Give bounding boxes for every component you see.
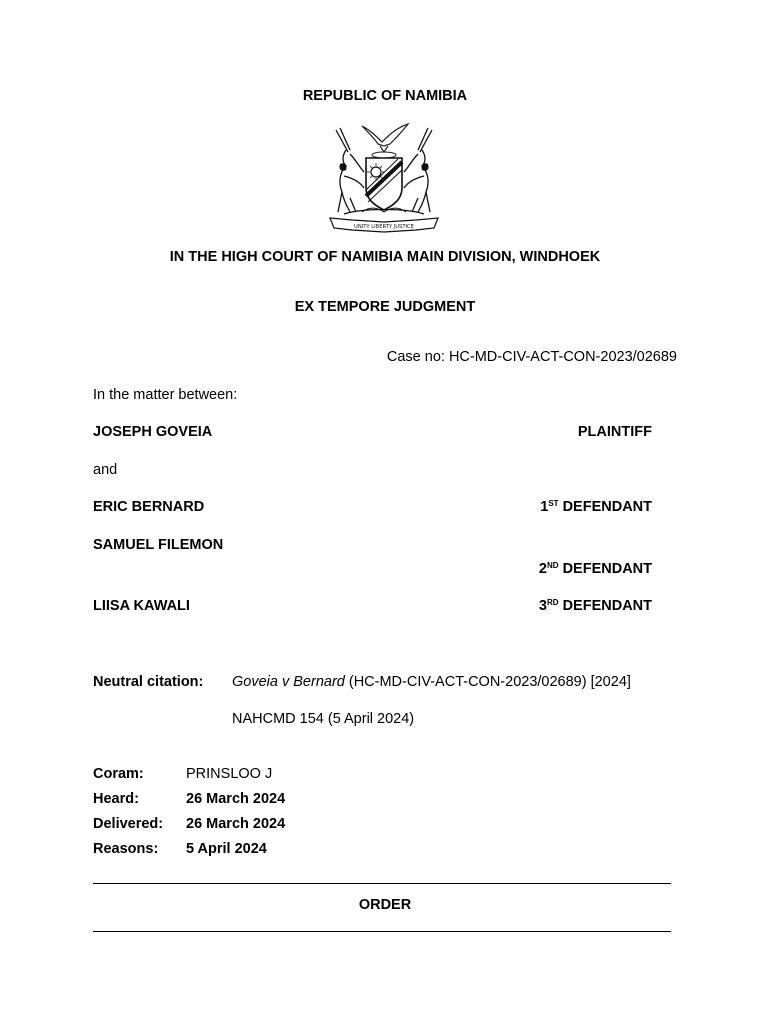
detail-heard-label: Heard: xyxy=(93,791,139,807)
defendant1-ordinal-suffix: ST xyxy=(548,499,559,508)
detail-reasons-value: 5 April 2024 xyxy=(186,841,267,857)
neutral-citation-line2: NAHCMD 154 (5 April 2024) xyxy=(232,711,415,727)
neutral-citation-label: Neutral citation: xyxy=(93,674,204,690)
page-header-republic: REPUBLIC OF NAMIBIA xyxy=(302,88,468,104)
defendant1-role xyxy=(540,498,652,516)
defendant2-label: DEFENDANT xyxy=(558,561,652,577)
plaintiff-role: PLAINTIFF xyxy=(577,424,652,440)
order-heading: ORDER xyxy=(358,897,412,913)
and-connector: and xyxy=(93,462,118,478)
order-top-rule xyxy=(93,883,671,884)
defendant3-role xyxy=(539,597,652,615)
detail-heard-value: 26 March 2024 xyxy=(186,791,286,807)
defendant2-ordinal-suffix: ND xyxy=(546,561,559,570)
citation-case-name: Goveia v Bernard xyxy=(232,674,345,690)
defendant1-name: ERIC BERNARD xyxy=(93,499,205,515)
plaintiff-name: JOSEPH GOVEIA xyxy=(93,424,213,440)
defendant2-role xyxy=(539,560,652,578)
defendant1-label: DEFENDANT xyxy=(558,499,652,515)
judgment-type: EX TEMPORE JUDGMENT xyxy=(294,299,476,315)
svg-text:UNITY LIBERTY JUSTICE: UNITY LIBERTY JUSTICE xyxy=(354,224,414,230)
neutral-citation-line1 xyxy=(232,673,631,691)
citation-case-ref: (HC-MD-CIV-ACT-CON-2023/02689) [2024] xyxy=(344,674,631,690)
detail-coram-label: Coram: xyxy=(93,766,144,782)
defendant3-ordinal-suffix: RD xyxy=(546,598,559,607)
matter-intro: In the matter between: xyxy=(93,387,238,403)
defendant3-name: LIISA KAWALI xyxy=(93,598,190,614)
case-number: Case no: HC-MD-CIV-ACT-CON-2023/02689 xyxy=(386,349,677,365)
order-bottom-rule xyxy=(93,931,671,932)
defendant2-name: SAMUEL FILEMON xyxy=(93,537,224,553)
namibia-coat-of-arms-icon xyxy=(322,116,446,236)
detail-reasons-label: Reasons: xyxy=(93,841,159,857)
court-title: IN THE HIGH COURT OF NAMIBIA MAIN DIVISION, WINDHOEK xyxy=(169,249,601,265)
defendant1-ordinal: 1 xyxy=(540,499,549,515)
detail-delivered-label: Delivered: xyxy=(93,816,164,832)
detail-coram-value: PRINSLOO J xyxy=(186,766,273,782)
detail-delivered-value: 26 March 2024 xyxy=(186,816,286,832)
defendant3-ordinal: 3 xyxy=(538,598,547,614)
defendant3-label: DEFENDANT xyxy=(558,598,652,614)
defendant2-ordinal: 2 xyxy=(538,561,547,577)
